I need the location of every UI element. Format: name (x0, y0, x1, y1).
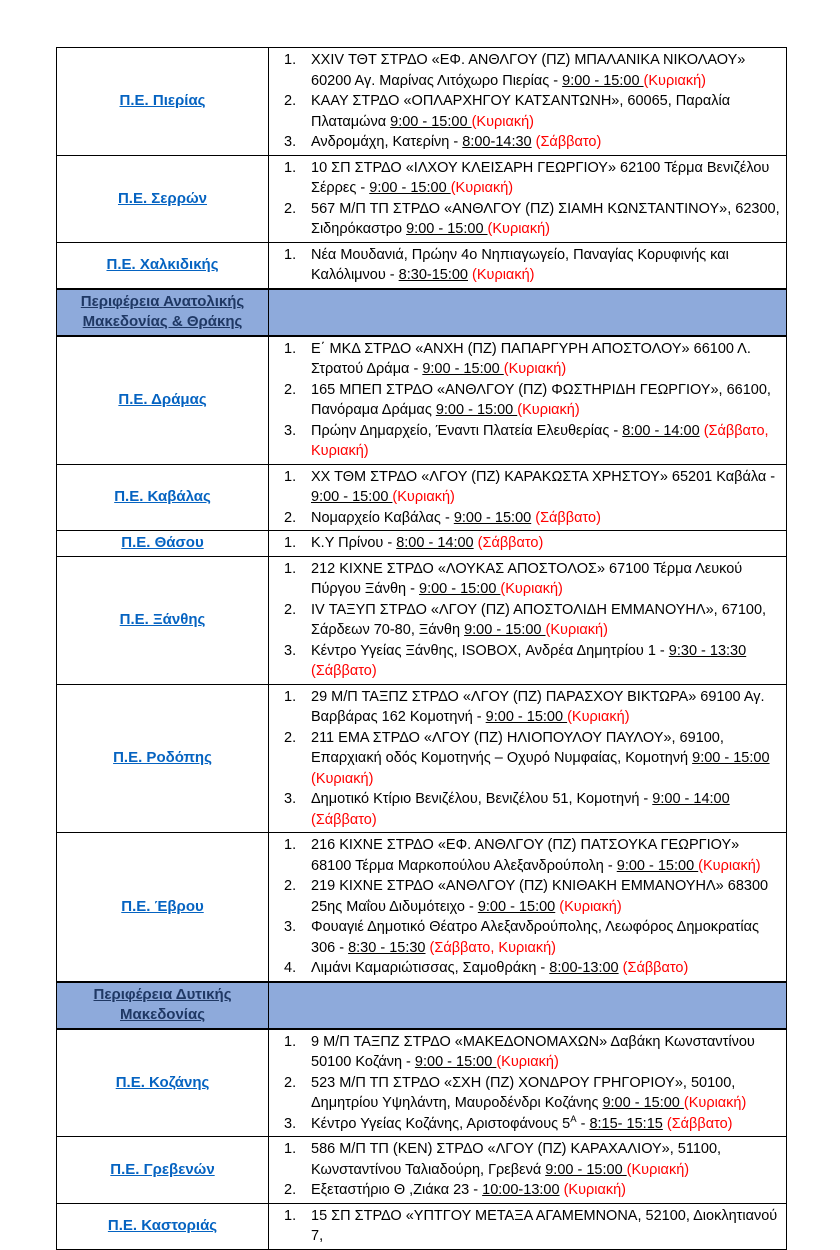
locations-list (269, 158, 782, 240)
region-link[interactable]: Π.Ε. Χαλκιδικής (106, 256, 219, 273)
day-label: (Κυριακή) (517, 402, 580, 418)
locations-list (269, 835, 782, 979)
list-item (269, 245, 782, 286)
region-cell (57, 242, 269, 289)
time-range: 9:00 - 15:00 (602, 1095, 684, 1111)
list-item-number: 2. (284, 1182, 297, 1198)
list-item (269, 1073, 782, 1114)
region-cell (57, 155, 269, 242)
region-table (56, 47, 787, 1250)
section-band-title-cell (57, 982, 269, 1029)
location-text: Κέντρο Υγείας Κοζάνης, Αριστοφάνους 5 (311, 1115, 571, 1132)
list-item-number: 1. (284, 246, 297, 263)
list-item-text (311, 835, 782, 876)
list-item (269, 728, 782, 790)
list-item-number: 1. (284, 1141, 297, 1157)
section-band-title-cell (57, 289, 269, 336)
list-item-number: 2. (284, 200, 297, 217)
list-item (269, 687, 782, 728)
locations-cell (269, 464, 787, 531)
time-range: 9:00 - 15:00 (390, 113, 472, 130)
day-label: (Σάββατο) (535, 509, 601, 526)
table-row (57, 833, 787, 982)
day-label: (Κυριακή) (496, 1054, 559, 1070)
time-range: 9:00 - 15:00 (616, 857, 699, 874)
location-text: Κέντρο Υγείας Ξάνθης, ISOBOX, Ανδρέα Δημητρίου 1 - (311, 642, 669, 659)
day-label: (Κυριακή) (503, 361, 567, 377)
list-item-text (311, 132, 782, 153)
list-item-text (311, 380, 782, 421)
list-item-text (311, 600, 782, 641)
table-row (57, 464, 787, 531)
location-text: 165 ΜΠΕΠ ΣΤΡΔΟ «ΑΝΘΛΓΟΥ (ΠΖ) ΦΩΣΤΗΡΙΔΗ ΓΕΩΡΓΙΟΥ», 66100, Πανόραμα Δράμας (311, 381, 771, 418)
region-cell (57, 684, 269, 833)
time-range: 9:00 - 15:00 (406, 221, 488, 237)
list-item (269, 600, 782, 641)
list-item-text (311, 1114, 782, 1135)
location-text: 29 Μ/Π ΤΑΞΠΖ ΣΤΡΔΟ «ΛΓΟΥ (ΠΖ) ΠΑΡΑΣΧΟΥ ΒΙΚΤΩΡΑ» 69100 Αγ. Βαρβάρας 162 Κομοτηνή - (311, 688, 765, 725)
day-label: (Σάββατο) (666, 1115, 733, 1132)
list-item-number: 3. (284, 422, 297, 439)
location-text: 10 ΣΠ ΣΤΡΔΟ «ΙΛΧΟΥ ΚΛΕΙΣΑΡΗ ΓΕΩΡΓΙΟΥ» 62100 Τέρμα Βενιζέλου Σέρρες - (311, 159, 770, 196)
list-item-number: 1. (284, 468, 297, 485)
region-cell (57, 1137, 269, 1204)
list-item-text (311, 533, 782, 554)
day-label: (Κυριακή) (643, 72, 706, 89)
locations-cell (269, 155, 787, 242)
list-item-text (311, 508, 782, 529)
list-item-number: 4. (284, 960, 297, 976)
table-row (57, 684, 787, 833)
list-item (269, 1139, 782, 1180)
locations-list (269, 1139, 782, 1201)
table-row (57, 1137, 787, 1204)
list-item-text (311, 50, 782, 91)
table-row (57, 336, 787, 465)
locations-cell (269, 336, 787, 465)
list-item-text (311, 917, 782, 958)
list-item-number: 1. (284, 535, 297, 551)
location-text: Α (570, 1113, 577, 1125)
region-cell (57, 1029, 269, 1137)
time-range: 9:00 - 15:00 (562, 72, 644, 89)
list-item-number: 1. (284, 688, 297, 705)
locations-list (269, 1032, 782, 1135)
location-text: Ανδρομάχη, Κατερίνη - (311, 134, 463, 150)
list-item (269, 91, 782, 132)
locations-cell (269, 1029, 787, 1137)
locations-list (269, 245, 782, 286)
location-text: 567 Μ/Π ΤΠ ΣΤΡΔΟ «ΑΝΘΛΓΟΥ (ΠΖ) ΣΙΑΜΗ ΚΩΝΣΤΑΝΤΙΝΟΥ», 62300, Σιδηρόκαστρο (311, 200, 780, 237)
list-item-text (311, 245, 782, 286)
region-link[interactable]: Π.Ε. Θάσου (121, 534, 204, 552)
location-text: 211 ΕΜΑ ΣΤΡΔΟ «ΛΓΟΥ (ΠΖ) ΗΛΙΟΠΟΥΛΟΥ ΠΑΥΛΟΥ», 69100, Επαρχιακή οδός Κομοτηνής – Οχυρό Νυμφαίας, Κομοτηνή (311, 729, 724, 766)
day-label: (Κυριακή) (311, 770, 374, 787)
table-row (57, 1203, 787, 1249)
day-label: (Κυριακή) (472, 267, 535, 283)
list-item-text (311, 958, 782, 979)
list-item (269, 876, 782, 917)
locations-cell (269, 833, 787, 982)
list-item-number: 1. (284, 560, 297, 577)
list-item-number: 2. (284, 729, 297, 746)
list-item-text (311, 687, 782, 728)
list-item (269, 835, 782, 876)
list-item-text (311, 641, 782, 682)
time-range: 8:30 - 15:30 (348, 939, 426, 956)
time-range: 8:00-13:00 (549, 960, 619, 976)
locations-list (269, 559, 782, 682)
list-item-number: 2. (284, 1074, 297, 1091)
region-cell (57, 464, 269, 531)
list-item (269, 1032, 782, 1073)
list-item-text (311, 1032, 782, 1073)
day-label: (Σάββατο, Κυριακή) (311, 422, 769, 459)
list-item-number: 3. (284, 134, 297, 150)
location-text: ΚΑΑΥ ΣΤΡΔΟ «ΟΠΛΑΡΧΗΓΟΥ ΚΑΤΣΑΝΤΩΝΗ», 60065, Παραλία Πλαταμώνα (311, 93, 731, 130)
time-range: 9:00 - 15:00 (414, 1054, 497, 1070)
table-row (57, 1029, 787, 1137)
list-item-number: 2. (284, 601, 297, 618)
day-label: (Σάββατο) (535, 134, 602, 150)
table-row (57, 155, 787, 242)
list-item (269, 917, 782, 958)
list-item (269, 1180, 782, 1201)
vaccination-points-document (56, 47, 786, 1250)
region-link[interactable]: Π.Ε. Καστοριάς (107, 1217, 218, 1234)
location-text: 9 Μ/Π ΤΑΞΠΖ ΣΤΡΔΟ «ΜΑΚΕΔΟΝΟΜΑΧΩΝ» Δαβάκη Κωνσταντίνου 50100 Κοζάνη - (311, 1033, 755, 1070)
region-cell (57, 556, 269, 684)
location-text: Φουαγιέ Δημοτικό Θέατρο Αλεξανδρούπολης, Λεωφόρος Δημοκρατίας 306 - (311, 919, 759, 956)
region-link[interactable]: Π.Ε. Σερρών (117, 189, 208, 207)
list-item (269, 132, 782, 153)
list-item-text (311, 1206, 782, 1247)
list-item (269, 421, 782, 462)
locations-cell (269, 48, 787, 156)
day-label: (Κυριακή) (487, 221, 550, 237)
list-item-number: 1. (284, 1207, 297, 1224)
location-text: Δημοτικό Κτίριο Βενιζέλου, Βενιζέλου 51, Κομοτηνή - (311, 791, 653, 807)
day-label: (Κυριακή) (471, 113, 534, 130)
list-item (269, 533, 782, 554)
list-item-number: 1. (284, 340, 297, 357)
time-range: 9:00 - 15:00 (485, 709, 568, 725)
time-range: 9:00 - 15:00 (422, 361, 504, 377)
list-item (269, 467, 782, 508)
locations-cell (269, 556, 787, 684)
section-band-row (57, 982, 787, 1029)
table-row (57, 531, 787, 557)
list-item-text (311, 1073, 782, 1114)
section-band-row (57, 289, 787, 336)
section-band-empty-cell (269, 289, 787, 336)
time-range: 8:15- 15:15 (589, 1115, 663, 1132)
list-item-text (311, 1180, 782, 1201)
list-item-text (311, 559, 782, 600)
time-range: 8:00 - 14:00 (396, 535, 474, 551)
list-item-number: 2. (284, 509, 297, 526)
location-text: Νέα Μουδανιά, Πρώην 4ο Νηπιαγωγείο, Παναγίας Κορυφινής και Καλόλιμνου - (311, 246, 729, 283)
locations-cell (269, 531, 787, 557)
locations-cell (269, 684, 787, 833)
location-text: 586 Μ/Π ΤΠ (ΚΕΝ) ΣΤΡΔΟ «ΛΓΟΥ (ΠΖ) ΚΑΡΑΧΑΛΙΟΥ», 51100, Κωνσταντίνου Ταλιαδούρη, Γρεβενά (311, 1141, 722, 1178)
region-link[interactable]: Π.Ε. Καβάλας (114, 488, 211, 506)
list-item (269, 1206, 782, 1247)
day-label: (Κυριακή) (567, 709, 630, 725)
list-item-text (311, 91, 782, 132)
location-text: Πρώην Δημαρχείο, Έναντι Πλατεία Ελευθερίας - (311, 422, 623, 439)
list-item-text (311, 339, 782, 380)
list-item (269, 958, 782, 979)
list-item-text (311, 199, 782, 240)
list-item-number: 3. (284, 1115, 297, 1132)
location-text: XXIV ΤΘΤ ΣΤΡΔΟ «ΕΦ. ΑΝΘΛΓΟΥ (ΠΖ) ΜΠΑΛΑΝΙΚΑ ΝΙΚΟΛΑΟΥ» 60200 Αγ. Μαρίνας Λιτόχωρο Πιερίας - (311, 52, 746, 89)
section-title: Περιφέρεια Δυτικής Μακεδονίας (93, 985, 232, 1023)
time-range: 9:30 - 13:30 (668, 642, 747, 659)
region-link[interactable]: Π.Ε. Ξάνθης (119, 611, 206, 628)
list-item (269, 158, 782, 199)
table-row (57, 556, 787, 684)
section-title: Περιφέρεια Ανατολικής Μακεδονίας & Θράκης (80, 292, 245, 330)
locations-list (269, 467, 782, 529)
region-link[interactable]: Π.Ε. Έβρου (121, 897, 204, 915)
region-link[interactable]: Π.Ε. Γρεβενών (110, 1160, 215, 1178)
location-text: ΧΧ ΤΘΜ ΣΤΡΔΟ «ΛΓΟΥ (ΠΖ) ΚΑΡΑΚΩΣΤΑ ΧΡΗΣΤΟΥ» 65201 Καβάλα - (311, 468, 776, 485)
day-label: (Κυριακή) (392, 489, 455, 505)
day-label: (Κυριακή) (545, 622, 608, 638)
locations-list (269, 339, 782, 462)
location-text: Εξεταστήριο Θ ,Ζιάκα 23 - (311, 1182, 483, 1198)
list-item (269, 641, 782, 682)
day-label: (Κυριακή) (683, 1095, 747, 1111)
list-item-number: 1. (284, 159, 297, 176)
list-item-number: 3. (284, 919, 297, 935)
locations-cell (269, 1137, 787, 1204)
list-item-text (311, 789, 782, 830)
table-row (57, 242, 787, 289)
location-text: Ε΄ ΜΚΔ ΣΤΡΔΟ «ΑΝΧΗ (ΠΖ) ΠΑΠΑΡΓΥΡΗ ΑΠΟΣΤΟΛΟΥ» 66100 Λ. Στρατού Δράμα - (311, 340, 751, 377)
list-item-text (311, 728, 782, 790)
location-text: Λιμάνι Καμαριώτισσας, Σαμοθράκη - (311, 960, 550, 976)
time-range: 9:00 - 15:00 (435, 402, 518, 418)
time-range: 9:00 - 15:00 (464, 622, 546, 638)
list-item (269, 1114, 782, 1135)
day-label: (Κυριακή) (698, 857, 761, 874)
locations-list (269, 687, 782, 831)
location-text: Κ.Υ Πρίνου - (311, 535, 397, 551)
day-label: (Σάββατο, Κυριακή) (429, 939, 557, 956)
list-item-number: 1. (284, 837, 297, 853)
list-item (269, 508, 782, 529)
locations-list (269, 1206, 782, 1247)
region-cell (57, 531, 269, 557)
region-link[interactable]: Π.Ε. Κοζάνης (115, 1073, 210, 1091)
day-label: (Κυριακή) (450, 180, 514, 196)
region-cell (57, 1203, 269, 1249)
day-label: (Σάββατο) (622, 960, 689, 976)
time-range: 8:00-14:30 (462, 134, 532, 150)
list-item-number: 2. (284, 878, 297, 894)
day-label: (Κυριακή) (626, 1161, 690, 1178)
location-text: 216 ΚΙΧΝΕ ΣΤΡΔΟ «ΕΦ. ΑΝΘΛΓΟΥ (ΠΖ) ΠΑΤΣΟΥΚΑ ΓΕΩΡΓΙΟΥ» 68100 Τέρμα Μαρκοπούλου Αλεξανδρούπολη - (311, 837, 740, 874)
location-text: IV ΤΑΞΥΠ ΣΤΡΔΟ «ΛΓΟΥ (ΠΖ) ΑΠΟΣΤΟΛΙΔΗ ΕΜΜΑΝΟΥΗΛ», 67100, Σάρδεων 70-80, Ξάνθη (311, 601, 767, 638)
table-body (57, 48, 787, 1250)
day-label: (Σάββατο) (311, 663, 377, 679)
list-item-number: 1. (284, 1033, 297, 1050)
location-text: 15 ΣΠ ΣΤΡΔΟ «ΥΠΤΓΟΥ ΜΕΤΑΞΑ ΑΓΑΜΕΜΝΟΝΑ, 52100, Διοκλητιανού 7, (311, 1207, 778, 1244)
list-item (269, 380, 782, 421)
region-link[interactable]: Π.Ε. Πιερίας (119, 92, 206, 110)
day-label: (Κυριακή) (559, 898, 622, 915)
time-range: 9:00 - 14:00 (652, 791, 730, 807)
list-item (269, 559, 782, 600)
section-band-empty-cell (269, 982, 787, 1029)
region-cell (57, 833, 269, 982)
day-label: (Σάββατο) (311, 811, 377, 828)
list-item (269, 199, 782, 240)
day-label: (Κυριακή) (500, 581, 563, 597)
location-text: 219 ΚΙΧΝΕ ΣΤΡΔΟ «ΑΝΘΛΓΟΥ (ΠΖ) ΚΝΙΘΑΚΗ ΕΜΜΑΝΟΥΗΛ» 68300 25ης Μαΐου Διδυμότειχο - (311, 878, 769, 915)
region-cell (57, 48, 269, 156)
list-item-text (311, 467, 782, 508)
list-item-number: 2. (284, 381, 297, 398)
list-item (269, 339, 782, 380)
list-item-text (311, 1139, 782, 1180)
list-item-number: 3. (284, 642, 297, 659)
time-range: 9:00 - 15:00 (453, 509, 532, 526)
time-range: 10:00-13:00 (482, 1182, 560, 1198)
location-text: 212 ΚΙΧΝΕ ΣΤΡΔΟ «ΛΟΥΚΑΣ ΑΠΟΣΤΟΛΟΣ» 67100 Τέρμα Λευκού Πύργου Ξάνθη - (311, 560, 743, 597)
location-text: Νομαρχείο Καβάλας - (311, 509, 454, 526)
locations-cell (269, 242, 787, 289)
list-item-text (311, 421, 782, 462)
list-item-text (311, 876, 782, 917)
time-range: 9:00 - 15:00 (692, 750, 770, 766)
location-text: 523 Μ/Π ΤΠ ΣΤΡΔΟ «ΣΧΗ (ΠΖ) ΧΟΝΔΡΟΥ ΓΡΗΓΟΡΙΟΥ», 50100, Δημητρίου Υψηλάντη, Μαυροδένδρι Κοζάνης (311, 1074, 736, 1111)
locations-cell (269, 1203, 787, 1249)
region-cell (57, 336, 269, 465)
time-range: 8:30-15:00 (398, 267, 468, 283)
list-item-text (311, 158, 782, 199)
region-link[interactable]: Π.Ε. Δράμας (118, 391, 207, 408)
time-range: 9:00 - 15:00 (311, 489, 393, 505)
time-range: 9:00 - 15:00 (477, 898, 556, 915)
time-range: 9:00 - 15:00 (369, 180, 451, 196)
location-text: - (576, 1115, 590, 1132)
list-item-number: 2. (284, 93, 297, 109)
day-label: (Κυριακή) (563, 1182, 627, 1198)
locations-list (269, 533, 782, 554)
time-range: 9:00 - 15:00 (545, 1161, 627, 1178)
list-item (269, 789, 782, 830)
region-link[interactable]: Π.Ε. Ροδόπης (113, 749, 212, 767)
list-item-number: 1. (284, 52, 297, 68)
time-range: 9:00 - 15:00 (419, 581, 501, 597)
list-item-number: 3. (284, 791, 297, 807)
locations-list (269, 50, 782, 153)
table-row (57, 48, 787, 156)
list-item (269, 50, 782, 91)
time-range: 8:00 - 14:00 (622, 422, 700, 439)
day-label: (Σάββατο) (477, 535, 544, 551)
